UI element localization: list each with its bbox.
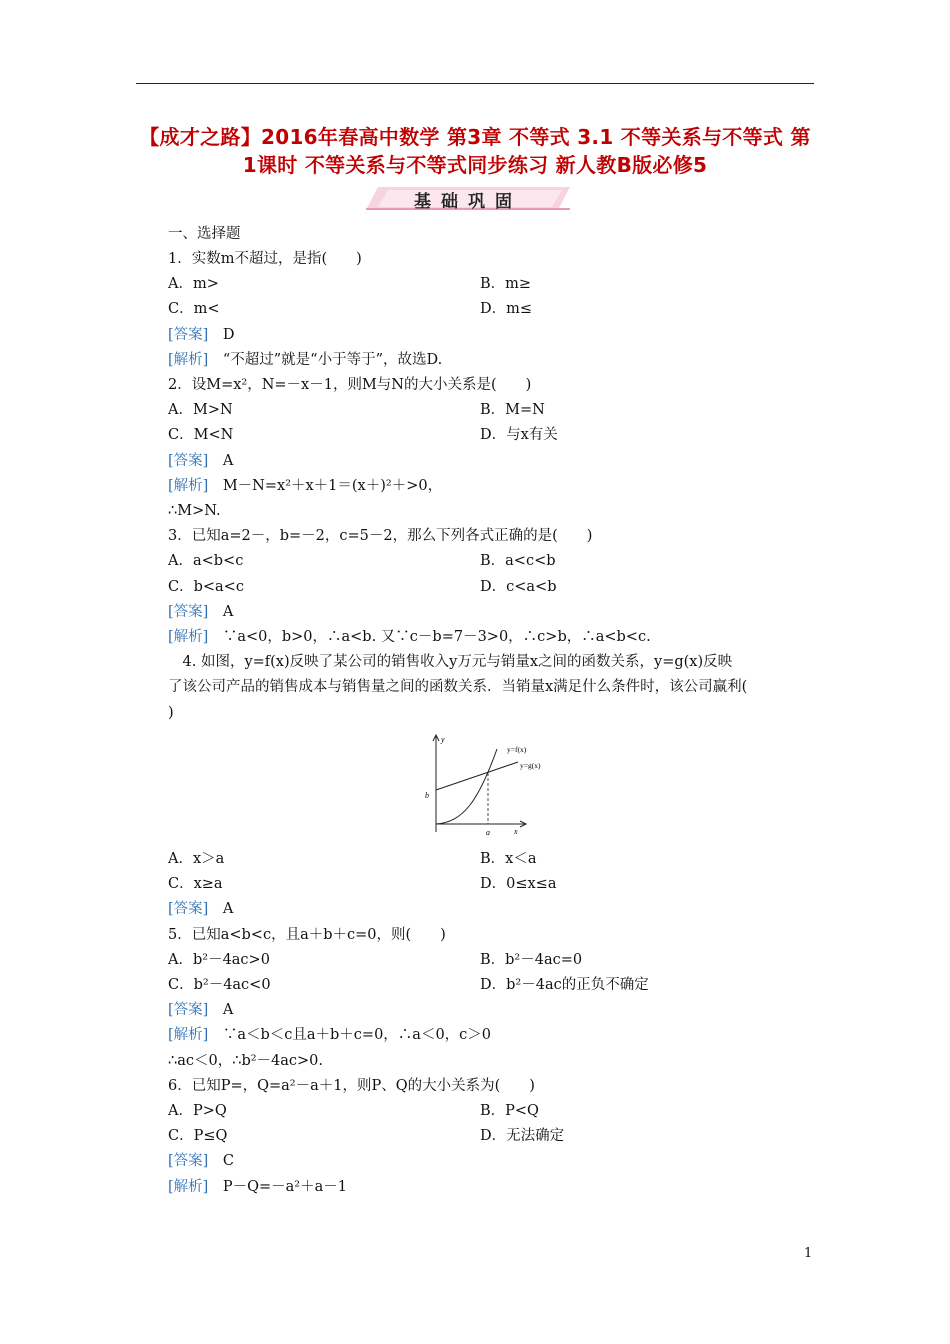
document-line (168, 526, 592, 546)
a-point-label: a (486, 828, 490, 837)
document-line (168, 375, 531, 395)
document-line (168, 350, 442, 370)
option-right: B．a<c<b (480, 553, 556, 570)
option-right: D．m≤ (480, 301, 533, 318)
analysis-tag: [解析] (168, 351, 209, 368)
line-text: C．P≤Q (168, 1128, 228, 1145)
document-line (168, 451, 233, 471)
b-intercept-label: b (425, 791, 429, 800)
line-text: A (208, 452, 234, 469)
line-text: ∵a<0，b>0，∴a<b. 又∵c－b=7－3>0，∴c>b，∴a<b<c. (208, 629, 651, 645)
document-line (168, 1177, 347, 1197)
document-line (168, 551, 243, 571)
document-line (168, 975, 271, 995)
answer-tag: [答案] (168, 1153, 209, 1170)
answer-tag: [答案] (168, 1002, 209, 1019)
line-text: C．x≥a (168, 876, 223, 893)
answer-tag: [答案] (168, 901, 209, 918)
page-title: 【成才之路】2016年春高中数学 第3章 不等式 3.1 不等关系与不等式 第1课时 不等关系与不等式同步练习 新人教B版必修5 (139, 125, 811, 177)
option-right: D．0≤x≤a (480, 876, 557, 893)
option-right: B．m≥ (480, 276, 532, 293)
option-right: B．b²－4ac=0 (480, 951, 583, 968)
line-text: C．M<N (168, 427, 234, 444)
line-text: A (208, 603, 234, 620)
document-line (168, 577, 244, 597)
page-number: 1 (804, 1246, 813, 1261)
line-text: A．M>N (168, 402, 233, 419)
line-text: 1．实数m不超过，是指( ) (168, 251, 362, 267)
document-line (168, 652, 732, 672)
document-line (168, 874, 223, 894)
option-right: B．x＜a (480, 851, 537, 867)
document-line (168, 1151, 234, 1171)
option-right: D．b²－4ac的正负不确定 (480, 977, 649, 993)
document-line (168, 425, 233, 445)
document-line (168, 325, 234, 345)
line-text: C．b<a<c (168, 578, 244, 595)
option-right: B．M=N (480, 402, 545, 419)
line-text: A．P>Q (168, 1103, 227, 1119)
document-line (168, 950, 270, 970)
line-text: 4. 如图，y=f(x)反映了某公司的销售收入y万元与销量x之间的函数关系，y=g(x)反映 (168, 654, 733, 671)
line-text: C．b²－4ac<0 (168, 977, 271, 993)
document-line (168, 703, 174, 723)
line-text: M－N=x²＋x＋1＝(x＋)²＋>0， (208, 477, 443, 494)
g-line-label: y=g(x) (520, 761, 541, 770)
line-text: A．m> (168, 276, 219, 293)
analysis-tag: [解析] (168, 1027, 209, 1044)
option-right: B．P<Q (480, 1103, 539, 1119)
analysis-tag: [解析] (168, 1178, 209, 1195)
header-rule (136, 83, 814, 84)
option-right: D．c<a<b (480, 578, 557, 595)
line-text: D (208, 326, 235, 343)
line-text: A．x＞a (168, 851, 225, 867)
document-line (168, 849, 224, 869)
answer-tag: [答案] (168, 603, 209, 620)
function-graph (408, 732, 541, 840)
line-text: ∵a＜b＜c且a＋b＋c=0，∴a＜0，c＞0 (208, 1027, 492, 1044)
option-right: D．与x有关 (480, 427, 558, 444)
line-text: P－Q=－a²＋a－1 (208, 1178, 347, 1195)
document-line (168, 1051, 323, 1071)
analysis-tag: [解析] (168, 477, 209, 494)
answer-tag: [答案] (168, 452, 209, 469)
document-line (168, 627, 651, 647)
f-curve-label: y=f(x) (507, 745, 527, 754)
document-line (168, 1000, 233, 1020)
line-text: ∴ac＜0，∴b²－4ac>0. (168, 1052, 324, 1069)
line-text: C (208, 1153, 234, 1170)
line-text: “不超过”就是“小于等于”，故选D. (208, 351, 443, 368)
answer-tag: [答案] (168, 326, 209, 343)
document-line (168, 677, 747, 697)
banner-label: 基础巩固 (414, 192, 522, 212)
line-text: A (208, 1002, 234, 1019)
document-line (168, 899, 233, 919)
line-text: 2．设M=x²，N=－x－1，则M与N的大小关系是( ) (168, 377, 532, 393)
x-axis-label: x (514, 827, 518, 836)
option-right: D．无法确定 (480, 1128, 565, 1145)
line-text: A．b²－4ac>0 (168, 951, 270, 968)
line-text: A (208, 901, 234, 918)
document-line (168, 925, 446, 945)
line-text: A．a<b<c (168, 553, 244, 570)
line-text: 了该公司产品的销售成本与销售量之间的函数关系．当销量x满足什么条件时，该公司赢利( (168, 679, 748, 696)
line-text: 5．已知a<b<c，且a＋b＋c=0，则( ) (168, 926, 446, 943)
section-heading: 一、选择题 (168, 226, 241, 242)
line-text: C．m< (168, 301, 220, 318)
document-line (168, 249, 362, 269)
section-banner (366, 185, 570, 212)
line-text: ) (168, 704, 174, 721)
analysis-tag: [解析] (168, 629, 209, 645)
document-line (168, 1101, 227, 1121)
document-line (168, 299, 220, 319)
y-axis-label: y (441, 735, 445, 744)
document-line (168, 274, 219, 294)
document-line (168, 400, 233, 420)
document-line (168, 501, 221, 521)
line-text: 6．已知P=，Q=a²－a＋1，则P、Q的大小关系为( ) (168, 1077, 535, 1094)
document-line (168, 602, 233, 622)
document-line (168, 476, 442, 496)
document-line (168, 1025, 491, 1045)
document-line (168, 1126, 227, 1146)
line-text: ∴M>N. (168, 503, 221, 519)
document-line (168, 1076, 535, 1096)
line-text: 3．已知a=2－，b=－2，c=5－2，那么下列各式正确的是( ) (168, 528, 593, 545)
